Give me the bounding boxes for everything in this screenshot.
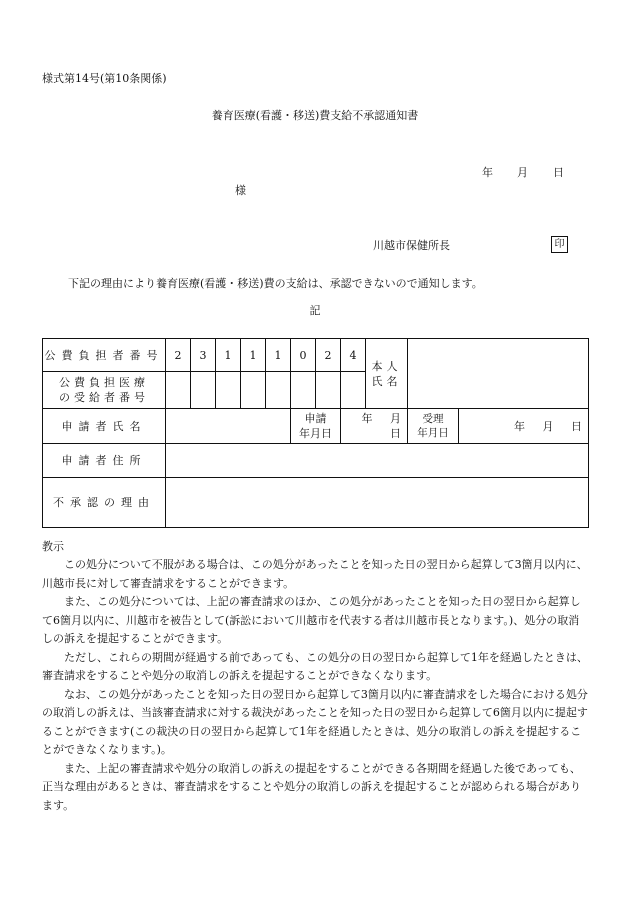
application-date-label-line1: 申請 (304, 412, 327, 425)
applicant-address-field (166, 444, 589, 478)
ki-label: 記 (309, 304, 321, 317)
payer-number-label: 公費負担者番号 (43, 339, 166, 372)
date-month-label: 月 (517, 166, 528, 179)
date-day-label: 日 (553, 166, 564, 179)
addressee-suffix: 様 (235, 184, 246, 197)
table-row-payer-number (43, 339, 589, 372)
payer-digit-6: 0 (291, 339, 316, 372)
form-number: 様式第14号(第10条関係) (42, 72, 167, 85)
table-row-applicant-address (43, 444, 589, 478)
application-form-table (42, 338, 589, 528)
recipient-digit-7 (316, 372, 341, 409)
recipient-number-label (43, 372, 166, 409)
table-row-reason (43, 478, 589, 528)
payer-digit-5: 1 (266, 339, 291, 372)
payer-digit-1: 2 (166, 339, 191, 372)
application-date-label (291, 409, 341, 444)
person-name-label-line1: 本人 (371, 359, 402, 373)
table-row-applicant-name (43, 409, 589, 444)
applicant-name-field (166, 409, 291, 444)
received-date-value: 年 月 日 (514, 419, 582, 433)
received-date-label-line2: 年月日 (417, 427, 449, 439)
person-name-label-line2: 氏名 (371, 374, 402, 388)
notice-paragraph-5: また、上記の審査請求や処分の取消しの訴えの提起をすることができる各期間を経過した後であっても、正当な理由があるときは、審査請求をすることや処分の取消しの訴えを提起することが認められる場合があります。 (42, 761, 581, 812)
notice-body (42, 556, 590, 815)
issuer-name: 川越市保健所長 (373, 239, 450, 252)
recipient-digit-4 (241, 372, 266, 409)
application-date-value: 年 月 日 (341, 409, 408, 444)
intro-text: 下記の理由により養育医療(看護・移送)費の支給は、承認できないので通知します。 (68, 277, 483, 290)
notice-heading: 教示 (42, 540, 64, 553)
payer-digit-7: 2 (316, 339, 341, 372)
notice-paragraph-4: なお、この処分があったことを知った日の翌日から起算して3箇月以内に審査請求をした場合における処分の取消しの訴えは、当該審査請求に対する裁決があったことを知った日の翌日から起算して6箇月以内に提起することができます(この裁決の日の翌日から起算して1年を経過したときは、処分の取消しの訴えを提起することができなくなります。)。 (42, 687, 588, 756)
recipient-number-label-line2: の受給者番号 (59, 391, 149, 404)
reason-field (166, 478, 589, 528)
person-name-field (408, 339, 589, 409)
notice-paragraph-1: この処分について不服がある場合は、この処分があったことを知った日の翌日から起算して3箇月以内に、川越市長に対して審査請求をすることができます。 (42, 558, 588, 590)
notice-paragraph-3: ただし、これらの期間が経過する前であっても、この処分の日の翌日から起算して1年を経過したときは、審査請求をすることや処分の取消しの訴えを提起することができなくなります。 (42, 650, 588, 682)
payer-digit-8: 4 (341, 339, 366, 372)
document-title: 養育医療(看護・移送)費支給不承認通知書 (211, 109, 419, 122)
recipient-digit-2 (191, 372, 216, 409)
notice-paragraph-2: また、この処分については、上記の審査請求のほか、この処分があったことを知った日の翌日から起算して6箇月以内に、川越市を被告として(訴訟において川越市を代表する者は川越市長となります。)、処分の取消しの訴えを提起することができます。 (42, 595, 581, 645)
recipient-number-label-line1: 公費負担医療 (59, 376, 149, 389)
recipient-digit-5 (266, 372, 291, 409)
payer-digit-4: 1 (241, 339, 266, 372)
recipient-digit-blank (341, 372, 366, 409)
payer-digit-3: 1 (216, 339, 241, 372)
received-date-label (408, 409, 459, 443)
applicant-name-label: 申請者氏名 (43, 409, 166, 444)
application-date-label-line2: 年月日 (299, 427, 332, 440)
received-date-label-line1: 受理 (422, 413, 444, 425)
applicant-address-label: 申請者住所 (43, 444, 166, 478)
person-name-label (366, 339, 408, 409)
reason-label: 不承認の理由 (43, 478, 166, 528)
recipient-digit-6 (291, 372, 316, 409)
recipient-digit-1 (166, 372, 191, 409)
date-year-label: 年 (482, 166, 493, 179)
recipient-digit-3 (216, 372, 241, 409)
payer-digit-2: 3 (191, 339, 216, 372)
received-date-cell (408, 409, 589, 444)
official-seal-box: 印 (551, 236, 568, 253)
